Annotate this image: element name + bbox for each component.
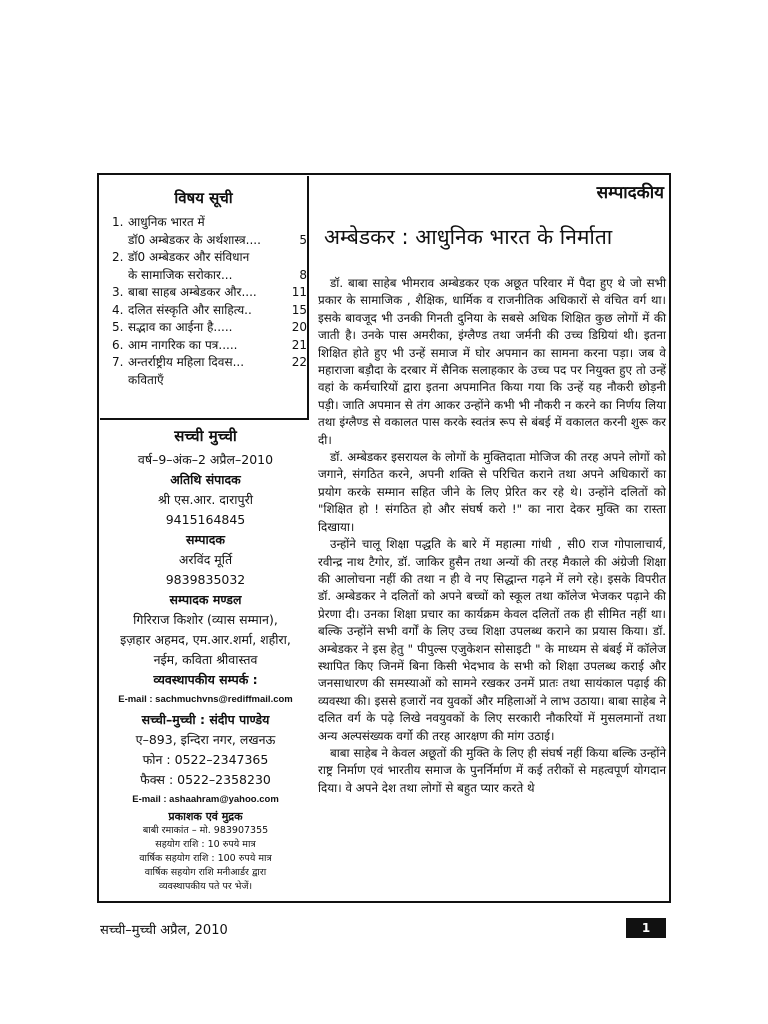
- left-column: [100, 176, 311, 900]
- editorial-paragraph: डॉ. अम्बेडकर इसरायल के लोगों के मुक्तिदाता मोजिज की तरह अपने लोगों को जगाने, संगठित करने, अपनी शक्ति से परिचित कराने तथा अपने अधिकारों का प्रयोग करके सम्मान सहित जीने के लिए प्रेरित कर रहे थे। उन्होंने दलितों को "शिक्षित हो ! संगठित हो और संघर्ष करो !" का नारा देकर मुक्ति का रास्ता दिखाया।: [318, 450, 666, 534]
- editorial-body: [318, 275, 666, 797]
- toc-item-number: 4.: [112, 302, 124, 317]
- toc-item-number: [112, 232, 128, 250]
- toc-item-page: 15: [291, 302, 307, 317]
- editorial-paragraph: उन्होंने चालू शिक्षा पद्धति के बारे में महात्मा गांधी , सी0 राज गोपालाचार्य, रवीन्द्र नाथ टैगोर, डॉ. जाकिर हुसैन तथा अन्यों की तरह मैकाले की अंग्रेजी शिक्षा की आलोचना नहीं की तथा न ही वे नए सिद्धान्त गढ़ने में लगे रहे। इसके विपरीत डॉ. अम्बेडकर ने दलितों को अपने बच्चों को स्कूल तथा कॉलेज भेजकर पढ़ाने की प्रेरणा दी। उनका शिक्षा प्रचार का कार्यक्रम केवल दलितों तक ही सीमित नहीं था। बल्कि उन्होंने सभी वर्गों के लिए उच्च शिक्षा उपलब्ध कराने का प्रयास किया। डॉ. अम्बेडकर ने इस हेतु " पीपुल्स एजुकेशन सोसाइटी " के माध्यम से बंबई में कॉलेज स्थापित किए जिनमें बिना किसी भेदभाव के सभी को शिक्षा उपलब्ध कराई और जनसाधारण की समस्याओं को सामने रखकर उनमें प्रातः तथा सायंकाल पढ़ाई की व्यवस्था की। इससे हजारों नव युवकों और महिलाओं ने लाभ उठाया। बाबा साहेब ने दलित वर्ग के पढ़े लिखे नवयुवकों के लिए सरकारी नौकरियों में मुसलमानों तथा अन्य अल्पसंख्यक वर्गो की तरह आरक्षण की मांग उठाई।: [318, 537, 666, 743]
- guest-editor-label: अतिथि संपादक: [170, 472, 241, 487]
- support-line: सहयोग राशि : 10 रुपये मात्र: [155, 839, 256, 850]
- printer-name: बाबी रमाकांत – मो. 983907355: [142, 825, 269, 836]
- toc-item: [112, 337, 307, 355]
- table-of-contents: [100, 176, 309, 420]
- page-number: 1: [626, 918, 666, 938]
- email-address: E-mail : ashaahram@yahoo.com: [132, 794, 279, 805]
- toc-item-page: 11: [291, 285, 307, 299]
- toc-item-title: आधुनिक भारत में: [128, 215, 205, 229]
- toc-item-number: 3.: [112, 285, 124, 299]
- footer-magazine-date: सच्ची–मुच्ची अप्रैल, 2010: [100, 923, 228, 938]
- toc-item-page: 22: [291, 355, 307, 369]
- fax: फैक्स : 0522–2358230: [140, 772, 271, 787]
- publisher-contact: सच्ची–मुच्ची : संदीप पाण्डेय: [141, 712, 270, 727]
- editor-name: अरविंद मूर्ति: [178, 552, 233, 567]
- toc-item-number: 5.: [112, 320, 124, 334]
- toc-item-title: डॉ0 अम्बेडकर और संविधान: [128, 250, 250, 264]
- editorial-column: [318, 176, 666, 797]
- toc-item-title: डॉ0 अम्बेडकर के अर्थशास्त्र....: [128, 232, 261, 247]
- toc-item-page: [281, 372, 307, 390]
- toc-item: [112, 232, 307, 250]
- support-line: वार्षिक सहयोग राशि : 100 रुपये मात्र: [139, 853, 272, 864]
- editor-label: सम्पादक: [185, 532, 225, 547]
- section-label: सम्पादकीय: [596, 183, 664, 203]
- toc-item-title: दलित संस्कृति और साहित्य..: [128, 302, 252, 317]
- address: ए–893, इन्दिरा नगर, लखनऊ: [135, 732, 276, 747]
- phone: फोन : 0522–2347365: [142, 752, 269, 767]
- board-line: गिरिराज किशोर (व्यास सम्मान),: [133, 612, 278, 627]
- guest-editor-phone: 9415164845: [165, 512, 246, 527]
- toc-item: [112, 372, 307, 390]
- toc-item: [112, 319, 307, 337]
- toc-item-page: 5: [299, 232, 307, 247]
- toc-item-number: 2.: [112, 250, 124, 264]
- printer-label: प्रकाशक एवं मुद्रक: [168, 810, 243, 823]
- toc-item-number: [112, 267, 128, 285]
- magazine-title: सच्ची मुच्ची: [174, 427, 237, 445]
- toc-item: [112, 267, 307, 285]
- toc-item-page: [281, 249, 307, 267]
- support-line: वार्षिक सहयोग राशि मनीआर्डर द्वारा: [144, 867, 267, 878]
- toc-item: [112, 284, 307, 302]
- toc-item: [112, 302, 307, 320]
- toc-item-number: [112, 372, 128, 390]
- toc-item-title: के सामाजिक सरोकार...: [128, 267, 233, 282]
- toc-item-title: सद्भाव का आईना है.....: [128, 320, 233, 334]
- management-label: व्यवस्थापकीय सम्पर्क :: [153, 672, 258, 687]
- toc-title: विषय सूची: [174, 189, 233, 207]
- toc-item-title: बाबा साहब अम्बेडकर और....: [128, 285, 257, 299]
- toc-item-title: कविताएँ: [128, 372, 164, 387]
- toc-item-title: आम नागरिक का पत्र.....: [128, 337, 238, 352]
- toc-item: [112, 214, 307, 232]
- editorial-paragraph: बाबा साहेब ने केवल अछूतों की मुक्ति के लिए ही संघर्ष नहीं किया बल्कि उन्होंने राष्ट्र निर्माण एवं भारतीय समाज के पुनर्निर्माण में कई तरीकों से महत्वपूर्ण योगदान दिया। वे अपने देश तथा लोगों से बहुत प्यार करते थे: [318, 745, 666, 795]
- toc-item-title: अन्तर्राष्ट्रीय महिला दिवस...: [128, 355, 245, 369]
- toc-item-page: 20: [291, 320, 307, 334]
- board-line: इज़हार अहमद, एम.आर.शर्मा, शहीरा,: [120, 632, 291, 647]
- toc-item-page: [281, 214, 307, 232]
- editor-phone: 9839835032: [165, 572, 246, 587]
- issue-line: वर्ष–9–अंक–2 अप्रैल–2010: [137, 452, 274, 467]
- toc-item-number: 6.: [112, 337, 124, 352]
- board-label: सम्पादक मण्डल: [169, 592, 242, 607]
- board-line: नईम, कविता श्रीवास्तव: [153, 652, 258, 667]
- headline: अम्बेडकर : आधुनिक भारत के निर्माता: [324, 225, 613, 249]
- toc-list: [112, 214, 307, 389]
- toc-item-page: 8: [299, 267, 307, 282]
- toc-item-page: 21: [291, 337, 307, 352]
- masthead: [100, 426, 311, 894]
- editorial-paragraph: डॉ. बाबा साहेब भीमराव अम्बेडकर एक अछूत परिवार में पैदा हुए थे जो सभी प्रकार के सामाजिक , शैक्षिक, धार्मिक व राजनीतिक अधिकारों से वंचित वर्ग था। इसके बावजूद भी उनकी गिनती दुनिया के सबसे अधिक शिक्षित कुछ लोगों में की जाती है। उनके पास अमरीका, इंग्लैण्ड तथा जर्मनी की उच्च डिग्रियां थी। इतना शिक्षित होते हुए भी उन्हें समाज में घोर अपमान का सामना करना पड़ा। जब वे महाराजा बड़ौदा के दरबार में सैनिक सलाहकार के उच्च पद पर नियुक्त हुए तो उन्हें वहां के कर्मचारियों द्वारा इतना अपमानित किया गया कि उन्हें यह नौकरी छोड़नी पड़ी। जाति अपमान से तंग आकर उन्होंने कभी भी नौकरी न करने का निर्णय लिया तथा इंग्लैण्ड से वकालत पास करके स्वतंत्र रूप से बंबई में वकालत करनी शुरू कर दी।: [318, 276, 666, 447]
- toc-item: [112, 354, 307, 372]
- support-line: व्यवस्थापकीय पते पर भेजें।: [158, 881, 253, 892]
- toc-item-number: 1.: [112, 215, 124, 229]
- guest-editor-name: श्री एस.आर. दारापुरी: [158, 492, 253, 507]
- toc-item: [112, 249, 307, 267]
- toc-item-number: 7.: [112, 355, 124, 369]
- email-address: E-mail : sachmuchvns@rediffmail.com: [118, 694, 293, 705]
